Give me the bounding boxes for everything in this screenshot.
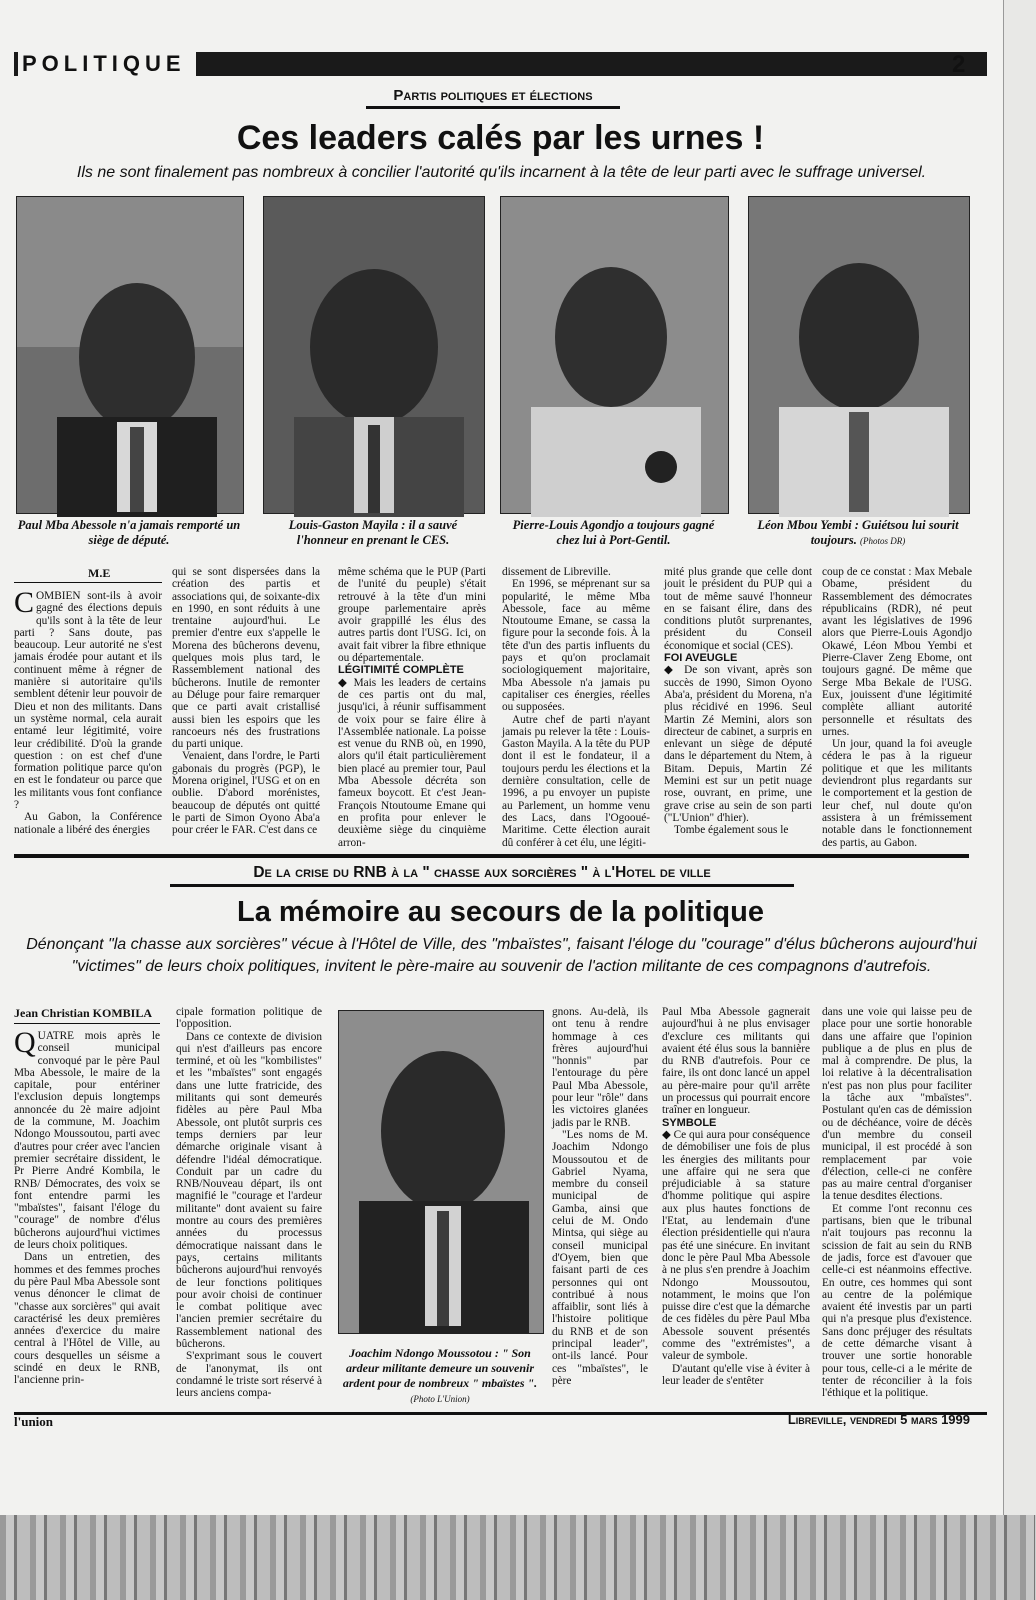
article1-headline: Ces leaders calés par les urnes !: [236, 119, 765, 157]
article2-col2-text: cipale formation politique de l'opposition.: [176, 1006, 322, 1031]
caption-mayila: Louis-Gaston Mayila : il a sauvé l'honneur en prenant le CES.: [288, 518, 458, 547]
photo-mbou-yembi: [748, 196, 970, 514]
newspaper-name: l'union: [14, 1414, 54, 1429]
article1-col6-text: coup de ce constat : Max Mebale Obame, président du Rassemblement des démocrates républicains (RDR), né peut avant les législatives de 1996 alors que Pierre-Louis Agondjo Okawé, Léon Mbou Yembi et Pierre-Claver Zeng Ebome, ont toujours gagné. De même que Serge Mba Bekale de l'USG. Eux, jouissent d'une légitimité complète alliant autorité personnelle et résultats des urnes.: [822, 566, 972, 738]
article2-column-2: [176, 1006, 322, 1402]
article2-col5-text: dans une voie qui laisse peu de place pour une sortie honorable dans une affaire que l'opinion publique a de plus en plus de mal à comprendre. De plus, la loi relative à la décentralisation n'est pas non plus pour faciliter la tâche aux "mbaïstes". Postulant qu'en cas de démission ou de déchéance, voire de décès d'un membre du conseil municipal, il est procédé à son remplacement par voie d'élection, celle-ci ne confère pas au maire central d'organiser la tenue desdites élections.: [822, 1006, 972, 1203]
article1-col1b-text: Au Gabon, la Conférence nationale a libéré des énergies: [14, 811, 162, 836]
photo-credit-2: (Photo L'Union): [410, 1394, 470, 1404]
article1-col4-text: dissement de Libreville.: [502, 566, 611, 578]
photo-agondjo: [500, 196, 729, 514]
article1-subhead-legitimite: LÉGITIMITÉ COMPLÈTE: [338, 664, 464, 677]
article1-subhead-foi: FOI AVEUGLE: [664, 652, 738, 665]
article1-col5c-text: Tombe également sous le: [674, 824, 789, 837]
article2-col3b-text: "Les noms de M. Joachim Ndongo Moussoutou et de Gabriel Nyama, membre du conseil municipal de Gamba, ainsi que celui de M. Ondo Mintsa, qui siège au conseil municipal d'Oyem, bien que faisant parti de ces personnes qui ont contribué à nous affaiblir, sont liés à l'histoire politique du RNB et de son principal leader", ont-ils lancé. Pour ces "mbaïstes", le père: [552, 1128, 648, 1387]
photo-mayila: [263, 196, 485, 514]
caption-ndongo-text: Joachim Ndongo Moussotou : " Son ardeur militante demeure un souvenir ardent pour de nombreux " mbaïstes ".: [342, 1346, 538, 1390]
caption-agondjo: Pierre-Louis Agondjo a toujours gagné chez lui à Port-Gentil.: [512, 518, 715, 547]
article2-column-5: [822, 1006, 972, 1402]
article1-col5b-text: ◆ De son vivant, après son succès de 1990, Simon Oyono Aba'a, président du Morena, n'a plus récidivé en 1996. Seul Martin Zé Memini, alors son directeur de cabinet, a surpris en enlevant un siège de député dans le département du Ntem, à Bitam. Depuis, Martin Zé Memini est sur un petit nuage rose, ouvrant, en prime, une grave crise au sein de son parti ("L'Union" d'hier).: [664, 664, 812, 824]
dropcap-2: Q: [14, 1026, 36, 1059]
byline-rule: [14, 582, 162, 583]
article1-column-3: [338, 566, 486, 849]
article2-column-3: [552, 1006, 648, 1402]
article2-col1b-text: Dans un entretien, des hommes et des femmes proches du père Paul Mba Abessole sont venus dénoncer le climat de "chasse aux sorcières" qui avait caractérisé les deux premières années d'exercice du maire central à l'Hôtel de Ville, au cours desquelles un séisme a scindé en deux le RNB, l'ancienne prin-: [14, 1251, 160, 1387]
article1-column-1: [14, 586, 162, 840]
page-edge: [1003, 0, 1036, 1515]
article2-byline: Jean Christian KOMBILA: [14, 1006, 153, 1020]
article1-column-6: [822, 566, 972, 849]
article1-col1-text: OMBIEN sont-ils à avoir gagné des élections depuis qu'ils sont à la tête de leur parti ? Sans doute, pas beaucoup. Leur autorité ne s'est jamais érodée pour autant et ils continuent même à régner de manière si autoritaire qu'ils semblent détenir leur pouvoir de Dieu et non des militants. Dans un système normal, cela aurait entamé leur légitimité, voire leur crédibilité. D'où la grande question : on est chef d'une formation politique parce qu'on en est le fondateur ou parce que les militants vous font confiance ?: [14, 590, 162, 812]
article2-col4-text: Paul Mba Abessole gagnerait aujourd'hui à ne plus envisager d'exclure ces militants qui avaient été élus sous la bannière du RNB d'autrefois. Pour ce faire, ils ont donc lancé un appel au père-maire pour qu'il arrête un processus qui pourrait encore traîner en longueur.: [662, 1006, 810, 1117]
article1-col5-text: mité plus grande que celle dont jouit le président du PUP qui a tout de même sauvé l'honneur en se faisant élire, dans des conditions plutôt surprenantes, président du Conseil économique et social (CES).: [664, 566, 812, 652]
caption-mbou-yembi: [748, 518, 968, 549]
article1-col6b-text: Un jour, quand la foi aveugle cédera le pas à la rigueur politique et que les militants deviendront plus regardants sur le comportement et la gestion de leur chef, nul doute qu'on assistera à un frémissement notable dans le fonctionnement des partis, au Gabon.: [822, 738, 972, 849]
caption-ndongo-moussotou: [338, 1346, 542, 1407]
article2-kicker: De la crise du RNB à la " chasse aux sorcières " à l'Hotel de ville: [170, 862, 794, 887]
photo-credit: (Photos DR): [860, 536, 906, 546]
article2-col2b-text: Dans ce contexte de division qui n'est d'ailleurs pas encore terminé, et où les "kombilistes" et les "mbaïstes" sont engagés dans une lutte fratricide, des militants qui sont demeurés fidèles au père Paul Mba Abessole, ont plutôt surpris ces temps derniers par leur démarche originale visant à défendre l'idéal démocratique. Conduit par un cadre du RNB/Nouveau départ, ils ont magnifié le "courage et l'ardeur militante" dont avaient su faire montre au cours des premières années du processus démocratique naissant dans le pays, certains militants bûcherons aujourd'hui renvoyés de leur fonctions politiques pour avoir choisi de continuer le combat politique avec l'ancien premier secrétaire du Rassemblement national des bûcherons.: [176, 1030, 322, 1351]
section-name: POLITIQUE: [18, 52, 196, 76]
dateline: Libreville, vendredi 5 mars 1999: [787, 1412, 970, 1427]
article1-column-2: [172, 566, 320, 840]
article2-col3-text: gnons. Au-delà, ils ont tenu à rendre hommage à ces frères aujourd'hui "honnis" par l'entourage du père Paul Mba Abessole, pour leur "rôle" dans les victoires glanées jadis par le RNB.: [552, 1006, 648, 1129]
article1-col4b-text: En 1996, se méprenant sur sa popularité, le même Mba Abessole, face au même Ntoutoume Emane, se cassa la figure pour la seconde fois. À la tête d'un des partis influents du pays et qu'on proclamait sociologiquement majoritaire, Mba Abessole n'a jamais pu capitaliser ces énergies, réelles ou supposées.: [502, 578, 650, 714]
article1-kicker: Partis politiques et élections: [366, 86, 620, 109]
article1-col2b-text: Venaient, dans l'ordre, le Parti gabonais du progrès (PGP), le Morena originel, l'USG et on en oublie. D'abord morénistes, beaucoup de députés ont quitté le parti de Simon Oyono Aba'a pour créer le FAR. C'est dans ce: [172, 750, 320, 837]
article2-col4b-text: ◆ Ce qui aura pour conséquence de démobiliser une fois de plus les énergies des militants pour une affaire qui ne sera que préjudiciable à sa stature d'homme politique qui aspire aux plus hautes fonctions de l'Etat, au lendemain d'une élection présidentielle qui n'aura pas été une sinécure. En invitant donc le père Paul Mba Abessole à ne plus s'en prendre à Joachim Ndongo Moussoutou, notamment, le moins que l'on puisse dire c'est que la démarche de ces fidèles du père Paul Mba Abessole souvent présentés comme des "extrémistes", a valeur de symbole.: [662, 1128, 810, 1363]
article2-subhead-symbole: SYMBOLE: [662, 1116, 717, 1129]
article2-deck: Dénonçant "la chasse aux sorcières" vécue à l'Hôtel de Ville, des "mbaïstes", faisant l'éloge du "courage" d'élus bûcherons aujourd'hui "victimes" de leurs choix politiques, invitent le père-maire au souvenir de l'action militante de ces compagnons d'autrefois.: [26, 936, 977, 975]
article1-column-4: [502, 566, 650, 849]
article1-byline: M.E: [88, 566, 111, 580]
caption-mba-abessole: Paul Mba Abessole n'a jamais remporté un siège de député.: [17, 518, 241, 547]
article1-col3b-text: ◆ Mais les leaders de certains de ces partis ont du mal, jusqu'ici, à réunir suffisamment de voix pour se faire élire à l'Assemblée nationale. La poisse est venue du RNB où, en 1990, alors qu'il était particulièrement bien placé au premier tour, Paul Mba Abessole décréta son fameux boycott. Et c'est Jean-François Ntoutoume Emane qui en profita pour enlever le deuxième siège du cinquième arron-: [338, 676, 486, 849]
article-divider: [14, 854, 969, 858]
page-number: 2: [952, 51, 966, 78]
article2-column-1: [14, 1026, 160, 1402]
article1-col4c-text: Autre chef de parti n'ayant jamais pu relever la tête : Louis-Gaston Mayila. A la tête du PUP dont il est le fondateur, il a toujours perdu les élections et la dernière consultation, celle de 1996, a pu envoyer un pupiste au Parlement, un homme venu des Lacs, dans l'Ogooué-Maritime. Cette élection aurait dû conférer à cet élu, une légiti-: [502, 713, 650, 849]
article1-col3-text: même schéma que le PUP (Parti de l'unité du peuple) s'était retrouvé à la tête d'un mini groupe parlementaire après avoir grappillé les élus des autres partis dont l'USG. Ici, on avait fait vibrer la fibre ethnique ou départementale.: [338, 566, 486, 665]
photo-mba-abessole: [16, 196, 244, 514]
article2-headline: La mémoire au secours de la politique: [237, 896, 764, 928]
article2-col1-text: UATRE mois après le conseil municipal convoqué par le père Paul Mba Abessole, le maire de la capitale, pour entériner l'exclusion depuis longtemps annoncée du 2è maire adjoint de la commune, M. Joachim Ndongo Moussoutou, parti avec d'autres pour créer avec l'ancien premier secrétaire dissident, le Pr Pierre André Kombila, le RNB/ Démocrates, des voix se font entendre parmi les "mbaïstes", faisant l'éloge du "courage" de nombre d'élus bûcherons aujourd'hui victimes de leurs choix politiques.: [14, 1030, 160, 1252]
photo-ndongo-moussotou: [338, 1010, 544, 1334]
caption-mbou-yembi-text: Léon Mbou Yembi : Guiétsou lui sourit toujours.: [757, 518, 959, 547]
article1-deck: Ils ne sont finalement pas nombreux à concilier l'autorité qu'ils incarnent à la tête de leur parti avec le suffrage universel.: [76, 164, 927, 181]
article2-col5b-text: Et comme l'ont reconnu ces partisans, bien que le tribunal n'ait toujours pas reconnu la scission de fait au sein du RNB de jadis, force est d'avouer que celle-ci est néanmoins effective. En outre, ces hommes qui sont au centre de la polémique avaient été investis par un parti qui n'a presque plus d'existence. Sans donc préjuger des résultats de cette démarche visant à trouver une sortie honorable pour tous, celle-ci a le mérite de tenter de réconcilier à la fois l'éthique et la politique.: [822, 1202, 972, 1400]
article1-col2-text: qui se sont dispersées dans la création des partis et associations qui, de soixante-dix en 1990, en sont réduits à une trentaine aujourd'hui. Le premier d'entre eux s'appelle le Morena des bûcherons devenu, quelques mois plus tard, le Rassemblement national des bûcherons. Inutile de remonter au Déluge pour faire remarquer que ce parti avait cristallisé aussi bien les espoirs que les rancoeurs nés des frustrations du parti unique.: [172, 566, 320, 751]
section-bar: [14, 52, 987, 76]
article2-col2c-text: S'exprimant sous le couvert de l'anonymat, ils ont condamné le triste sort réservé à leurs anciens compa-: [176, 1350, 322, 1400]
article2-col4c-text: D'autant qu'elle vise à éviter à leur leader de s'entêter: [662, 1362, 810, 1387]
background-surface: [0, 1515, 1035, 1600]
byline-rule-2: [14, 1023, 160, 1024]
article2-column-4: [662, 1006, 810, 1402]
dropcap: C: [14, 586, 35, 619]
article1-column-5: [664, 566, 812, 840]
